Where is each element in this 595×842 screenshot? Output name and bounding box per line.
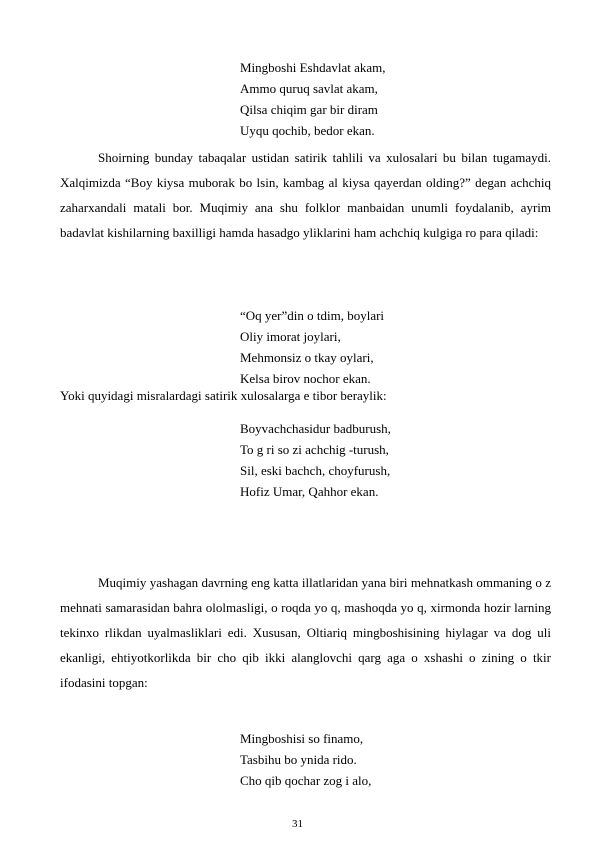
verse-line: Tasbihu bo ynida rido. (240, 752, 357, 767)
paragraph-1: Shoirning bunday tabaqalar ustidan satirik tahlili va xulosalari bu bilan tugamaydi. Xalqimizda “Boy kiysa muborak bo lsin, kambag al kiysa qayerdan olding?” degan achchiq zaharxandali matali bor. Muqimiy ana shu folklor manbaidan unumli foydalanib, ayrim badavlat kishilarning baxilligi hamda hasadgo yliklarini ham achchiq kulgiga ro para qiladi: (60, 150, 551, 240)
verse-line: Uyqu qochib, bedor ekan. (240, 123, 375, 138)
verse-line: To g ri so zi achchig -turush, (240, 442, 389, 457)
verse-line: Ammo quruq savlat akam, (240, 81, 378, 96)
verse-stanza-4 (240, 728, 371, 791)
verse-line: “Oq yer”din o tdim, boylari (240, 308, 385, 323)
verse-line: Mingboshi Eshdavlat akam, (240, 60, 386, 75)
verse-stanza-3 (240, 418, 391, 502)
verse-stanza-1 (240, 57, 386, 141)
verse-line: Oliy imorat joylari, (240, 329, 341, 344)
page-number: 31 (292, 818, 303, 830)
verse-line: Mehmonsiz o tkay oylari, (240, 350, 374, 365)
verse-line: Cho qib qochar zog i alo, (240, 773, 372, 788)
verse-line: Kelsa birov nochor ekan. (240, 371, 371, 386)
verse-line: Boyvachchasidur badburush, (240, 421, 391, 436)
verse-line: Mingboshisi so finamo, (240, 731, 364, 746)
verse-stanza-2 (240, 305, 384, 389)
intro-line: Yoki quyidagi misralardagi satirik xulosalarga e tibor beraylik: (60, 388, 387, 403)
verse-line: Sil, eski bachch, choyfurush, (240, 463, 391, 478)
verse-line: Qilsa chiqim gar bir diram (240, 102, 378, 117)
paragraph-2: Muqimiy yashagan davrning eng katta illatlaridan yana biri mehnatkash ommaning o z mehnati samarasidan bahra ololmasligi, o roqda yo q, mashoqda yo q, xirmonda hozir larning tekinxo rlikdan uyalmasliklari edi. Xususan, Oltiariq mingboshisining hiylagar va dog uli ekanligi, ehtiyotkorlikda bir cho qib ikki alanglovchi qarg aga o xshashi o zining o tkir ifodasini topgan: (60, 575, 551, 690)
verse-line: Hofiz Umar, Qahhor ekan. (240, 484, 379, 499)
